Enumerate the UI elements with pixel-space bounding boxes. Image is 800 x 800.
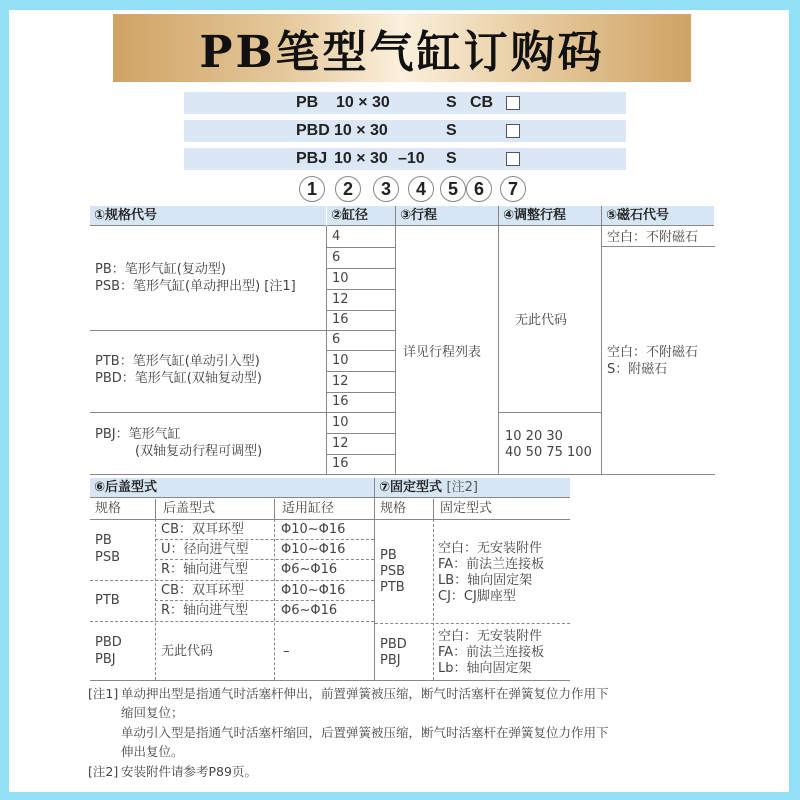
note2-label: [注2] (88, 764, 119, 779)
mount-type: LB：轴向固定架 (438, 573, 533, 588)
divider (90, 621, 374, 622)
divider (90, 412, 395, 413)
adjust-none: 无此代码 (515, 313, 568, 328)
rear-bore: Φ6~Φ16 (281, 562, 338, 577)
divider (90, 474, 715, 475)
rear-bore: Φ6~Φ16 (281, 603, 338, 618)
bore-value: 12 (332, 436, 349, 451)
mount-spec: PSB (380, 564, 406, 579)
spec-line: (双轴复动行程可调型) (135, 444, 263, 459)
divider (155, 559, 374, 560)
divider (601, 246, 715, 247)
bore-value: 16 (332, 312, 349, 327)
order-code-row-pb (184, 92, 626, 114)
mount-title-note: [注2] (446, 480, 478, 495)
code-bore-stroke: 10 × 30 (334, 122, 388, 139)
divider (90, 580, 374, 581)
note2-text: 安装附件请参考P89页。 (121, 764, 257, 779)
code-magnet: S (446, 122, 457, 139)
mount-placeholder-box (506, 152, 520, 166)
header-adjust-stroke: ④调整行程 (499, 206, 601, 226)
bore-value: 10 (332, 271, 349, 286)
rear-spec: PBJ (95, 652, 116, 667)
header-magnet-code: ⑤磁石代号 (602, 206, 714, 226)
col-header-spec: 规格 (95, 501, 122, 516)
code-series: PBD (296, 122, 330, 139)
rear-type: CB：双耳环型 (161, 583, 244, 598)
divider (274, 499, 275, 519)
header-bore: ②缸径 (327, 206, 395, 226)
code-magnet: S (446, 94, 457, 111)
code-bore-stroke: 10 × 30 (336, 94, 390, 111)
bore-value: 6 (332, 250, 341, 265)
divider (395, 206, 396, 474)
rear-bore: Φ10~Φ16 (281, 542, 346, 557)
rear-spec: PSB (95, 550, 121, 565)
divider (155, 499, 156, 519)
marker-4: 4 (408, 176, 434, 202)
bore-value: 12 (332, 374, 349, 389)
mount-type: FA：前法兰连接板 (438, 645, 545, 660)
mount-placeholder-box (506, 124, 520, 138)
code-adjust: –10 (398, 150, 425, 167)
order-code-row-pbj (184, 148, 626, 170)
col-header-rear-cover: 后盖型式 (163, 501, 216, 516)
note1-label: [注1] (88, 686, 119, 701)
mount-type: Lb：轴向固定架 (438, 661, 532, 676)
bore-value: 10 (332, 353, 349, 368)
divider (433, 499, 434, 519)
mount-type: 空白：无安装附件 (438, 629, 543, 644)
rear-spec: PBD (95, 635, 122, 650)
order-code-row-pbd (184, 120, 626, 142)
stroke-reference: 详见行程列表 (403, 345, 482, 360)
code-bore-stroke: 10 × 30 (334, 150, 388, 167)
bore-value: 10 (332, 415, 349, 430)
spec-line: PBJ：笔形气缸 (95, 427, 181, 442)
rear-spec: PB (95, 533, 112, 548)
note1-text: 单动引入型是指通气时活塞杆缩回，后置弹簧被压缩，断气时活塞杆在弹簧复位力作用下 (121, 725, 609, 740)
magnet-option: S：附磁石 (607, 362, 668, 377)
mount-title-text: ⑦固定型式 (379, 480, 443, 495)
marker-3: 3 (373, 176, 399, 202)
mount-spec: PB (380, 548, 397, 563)
rear-bore: – (283, 644, 290, 659)
code-series: PBJ (296, 150, 328, 167)
magnet-option: 空白：不附磁石 (607, 230, 699, 245)
bore-value: 4 (332, 229, 341, 244)
mount-spec: PTB (380, 580, 405, 595)
mount-type: CJ：CJ脚座型 (438, 589, 516, 604)
divider (90, 680, 570, 681)
rear-spec: PTB (95, 593, 120, 608)
header-stroke: ③行程 (396, 206, 498, 226)
divider (498, 412, 601, 413)
divider (374, 478, 375, 680)
mount-title (375, 478, 570, 498)
divider (155, 600, 374, 601)
code-series: PB (296, 94, 319, 111)
col-header-bore: 适用缸径 (282, 501, 335, 516)
marker-5: 5 (440, 176, 466, 202)
marker-7: 7 (500, 176, 526, 202)
magnet-option: 空白：不附磁石 (607, 345, 699, 360)
rear-type: U：径向进气型 (161, 542, 249, 557)
mount-spec: PBJ (380, 653, 401, 668)
col-header-mount: 固定型式 (440, 501, 493, 516)
rear-cover-title: ⑥后盖型式 (90, 478, 374, 498)
code-rear-cover: CB (470, 94, 494, 111)
spec-line: PTB：笔形气缸(单动引入型) (95, 354, 260, 369)
marker-2: 2 (335, 176, 361, 202)
note1-text: 缩回复位； (121, 705, 184, 720)
divider (433, 519, 434, 680)
rear-type: R：轴向进气型 (161, 562, 249, 577)
bore-value: 16 (332, 456, 349, 471)
header-spec-code: ①规格代号 (90, 206, 326, 226)
spec-line: PSB：笔形气缸(单动押出型) [注1] (95, 279, 296, 294)
adjust-values-line: 10 20 30 (505, 429, 563, 444)
divider (375, 623, 570, 624)
bore-value: 12 (332, 292, 349, 307)
adjust-values-line: 40 50 75 100 (505, 445, 592, 460)
page-title: PB笔型气缸订购码 (199, 27, 605, 78)
divider (90, 519, 374, 520)
bore-value: 6 (332, 332, 341, 347)
mount-placeholder-box (506, 96, 520, 110)
page (9, 10, 789, 792)
mount-type: FA：前法兰连接板 (438, 557, 545, 572)
rear-type: 无此代码 (161, 644, 214, 659)
rear-bore: Φ10~Φ16 (281, 522, 346, 537)
mount-spec: PBD (380, 637, 407, 652)
col-header-spec: 规格 (380, 501, 407, 516)
mount-type: 空白：无安装附件 (438, 541, 543, 556)
divider (90, 330, 395, 331)
title-banner (113, 14, 691, 82)
note1-text: 单动押出型是指通气时活塞杆伸出，前置弹簧被压缩，断气时活塞杆在弹簧复位力作用下 (121, 686, 609, 701)
divider (375, 519, 570, 520)
rear-type: CB：双耳环型 (161, 522, 244, 537)
marker-1: 1 (299, 176, 325, 202)
divider (498, 206, 499, 474)
bore-value: 16 (332, 394, 349, 409)
divider (155, 539, 374, 540)
spec-line: PBD：笔形气缸(双轴复动型) (95, 371, 262, 386)
code-magnet: S (446, 150, 457, 167)
note1-text: 伸出复位。 (121, 744, 184, 759)
spec-line: PB：笔形气缸(复动型) (95, 262, 226, 277)
marker-6: 6 (466, 176, 492, 202)
rear-type: R：轴向进气型 (161, 603, 249, 618)
rear-bore: Φ10~Φ16 (281, 583, 346, 598)
